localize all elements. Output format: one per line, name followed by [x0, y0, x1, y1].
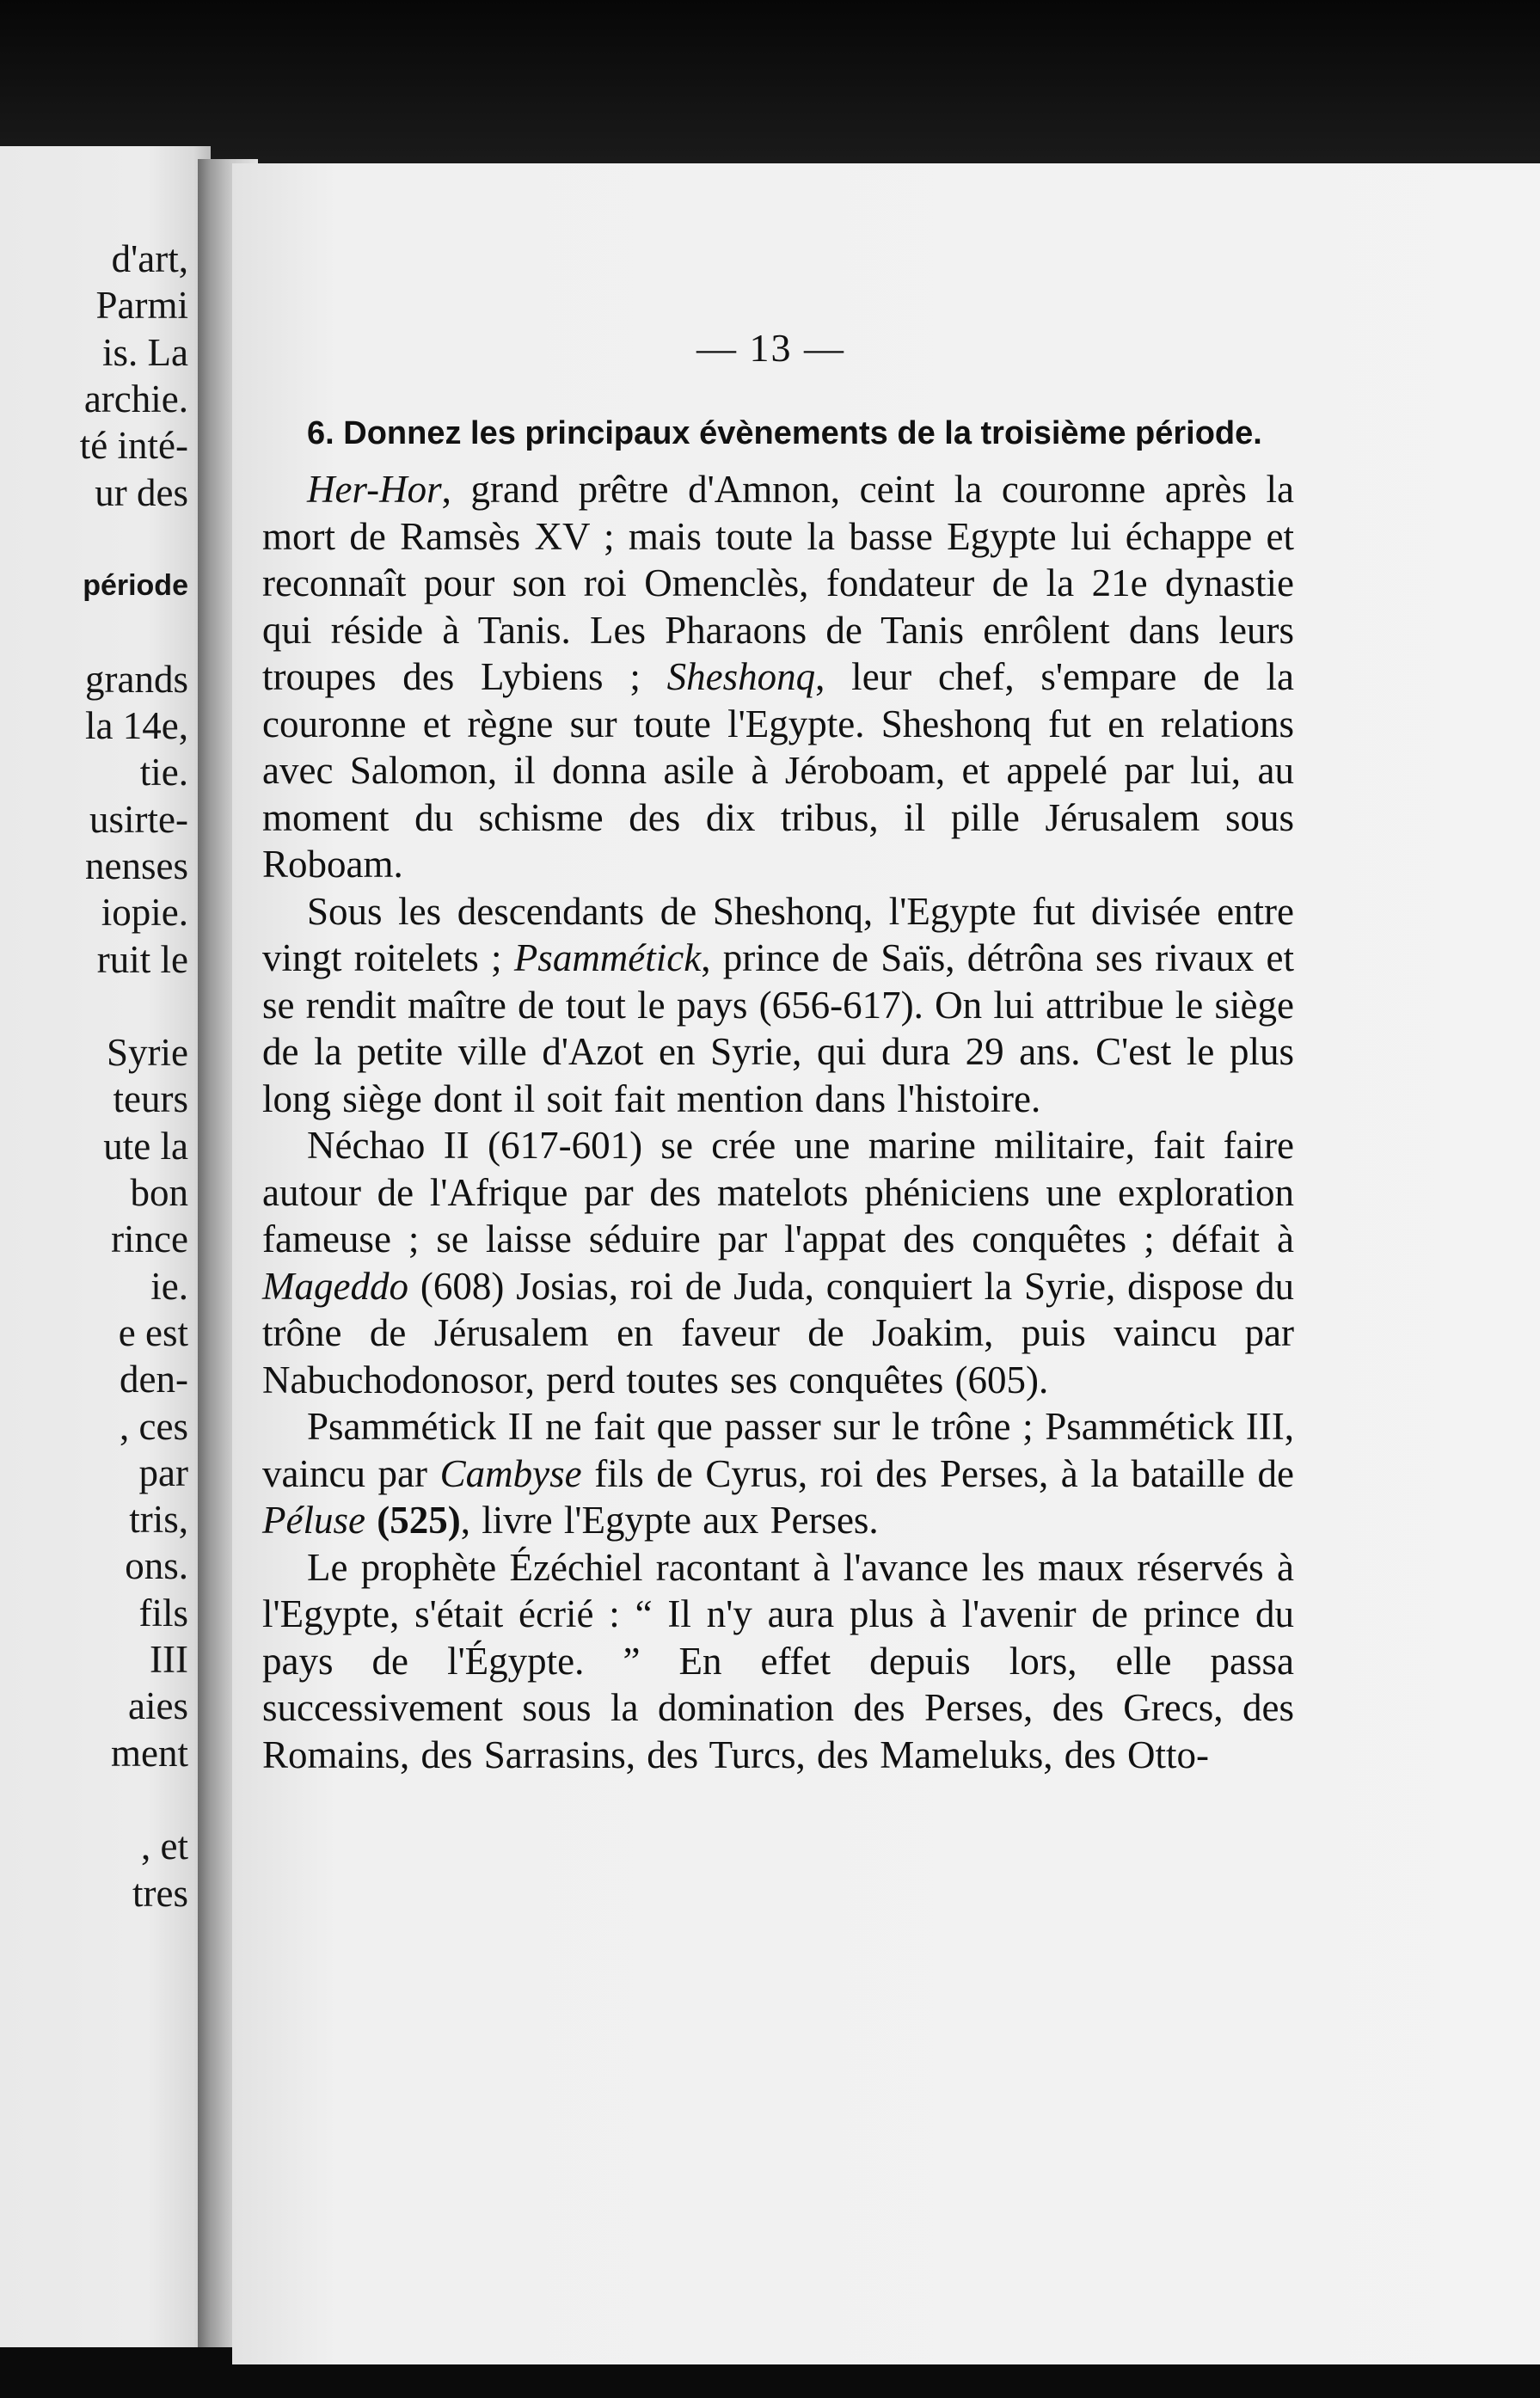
paragraph-text: Sous les descendants de Sheshonq, l'Egypte fut divisée entre vingt roitelets ; [262, 889, 1294, 979]
left-page-line: is. La [102, 330, 188, 374]
paragraph-text: , leur chef, s'empare de la couronne et règne sur toute l'Egypte. Sheshonq fut en relations avec Salomon, il donna asile à Jéroboam, et appelé par lui, au moment du schisme des dix tribus, il pille Jérusalem sous Roboam. [262, 655, 1294, 886]
paragraph-text: Le prophète Ézéchiel racontant à l'avance les maux réservés à l'Egypte, s'était écrié : “ Il n'y aura plus à l'avenir de prince du pays de l'Égypte. ” En effet depuis lors, elle passa successivement sous la domination des Perses, des Grecs, des Romains, des Sarrasins, des Turcs, des Mameluks, des Otto- [262, 1545, 1294, 1776]
left-page-line: iopie. [101, 891, 188, 935]
question-text: Donnez les principaux évènements de la troisième période. [343, 415, 1262, 451]
paragraph-text: Psammétick II ne fait que passer sur le trône ; Psammétick III, vaincu par [262, 1405, 1294, 1495]
left-page-line: fils [138, 1591, 188, 1634]
page-number: — 13 — [696, 326, 845, 370]
left-page-line: té inté- [79, 424, 188, 468]
left-page-line: Parmi [95, 284, 188, 328]
paragraph-text: , prince de Saïs, détrôna ses rivaux et se rendit maître de tout le pays (656-617). On lui attribue le siège de la petite ville d'Azot en Syrie, qui dura 29 ans. C'est le plus long siège dont il soit fait mention dans l'histoire. [262, 936, 1294, 1120]
left-page-line: ur des [95, 470, 188, 514]
left-page-line: la 14e, [85, 704, 188, 747]
emphasized-name: Psammétick [513, 936, 702, 979]
left-page-line: archie. [83, 377, 188, 420]
left-page-line: nenses [85, 843, 188, 887]
left-page-line: ie. [150, 1264, 188, 1308]
body-paragraphs [262, 466, 1294, 1778]
paragraph-text: , livre l'Egypte aux Perses. [460, 1499, 879, 1542]
scan-background [0, 0, 1540, 181]
left-page-line: Syrie [107, 1031, 188, 1075]
body-paragraph [262, 466, 1294, 888]
left-page-line: tres [132, 1871, 188, 1915]
question-number: 6. [307, 415, 334, 451]
paragraph-text: (608) Josias, roi de Juda, conquiert la Syrie, dispose du trône de Jérusalem en faveur de Joakim, puis vaincu par Nabuchodonosor, perd toutes ses conquêtes (605). [262, 1264, 1294, 1401]
question-heading [262, 411, 1294, 456]
body-paragraph [262, 1403, 1294, 1544]
left-page-line: , ces [120, 1404, 188, 1448]
left-page-line: d'art, [111, 237, 188, 280]
paragraph-text: fils de Cyrus, roi des Perses, à la bataille de [581, 1451, 1294, 1495]
left-page-line: bon [130, 1171, 188, 1214]
left-page-line: rince [111, 1217, 188, 1261]
paragraph-text [365, 1499, 377, 1542]
emphasized-name: Mageddo [262, 1264, 408, 1308]
left-page-line: tris, [129, 1498, 188, 1542]
emphasized-name: Cambyse [439, 1451, 582, 1495]
left-page-line: ment [111, 1731, 188, 1775]
left-page-line: par [138, 1450, 188, 1494]
left-page-line: tie. [139, 751, 188, 794]
left-page-line: ons. [125, 1544, 188, 1588]
left-page-line: période [83, 569, 188, 603]
left-page-line: aies [128, 1684, 188, 1728]
emphasized-name: Sheshonq [666, 655, 816, 698]
bold-date: (525) [377, 1499, 461, 1542]
paragraph-text: , grand prêtre d'Amnon, ceint la couronne après la mort de Ramsès XV ; mais toute la basse Egypte lui échappe et reconnaît pour son roi Omenclès, fondateur de la 21e dynastie qui réside à Tanis. Les Pharaons de Tanis enrôlent dans leurs troupes des Lybiens ; [262, 468, 1294, 698]
left-page-line: III [150, 1638, 188, 1681]
left-page-line: , et [141, 1825, 188, 1868]
emphasized-name: Her-Hor [307, 468, 442, 511]
previous-page-fragment [0, 146, 211, 2347]
left-page-line: ute la [103, 1124, 188, 1168]
body-paragraph [262, 1122, 1294, 1403]
left-page-line: e est [118, 1310, 188, 1354]
emphasized-name: Péluse [262, 1499, 365, 1542]
body-paragraph [262, 888, 1294, 1123]
body-paragraph [262, 1544, 1294, 1779]
left-page-line: teurs [113, 1077, 188, 1121]
left-page-line: ruit le [96, 937, 188, 981]
left-page-line: grands [85, 657, 188, 701]
page-text [262, 411, 1294, 1778]
left-page-line: usirte- [89, 797, 188, 841]
paragraph-text: Néchao II (617-601) se crée une marine militaire, fait faire autour de l'Afrique par des matelots phéniciens une exploration fameuse ; se laisse séduire par l'appat des conquêtes ; défait à [262, 1124, 1294, 1260]
left-page-line: den- [120, 1358, 188, 1401]
